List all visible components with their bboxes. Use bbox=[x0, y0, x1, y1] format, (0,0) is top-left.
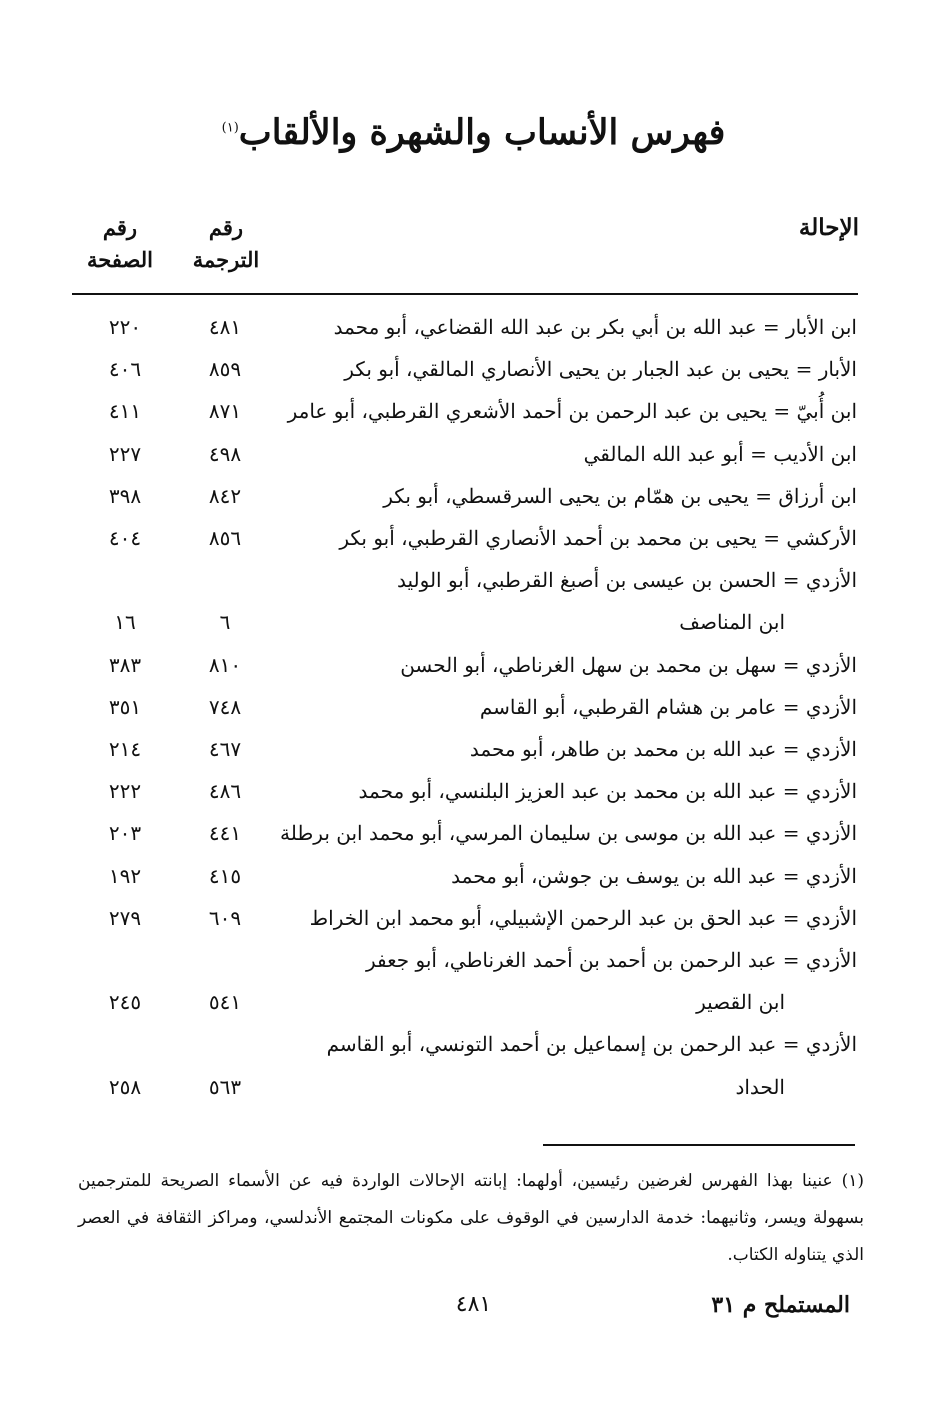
page-title: فهرس الأنساب والشهرة والألقاب$^{(١)}$ bbox=[221, 112, 726, 153]
page-number-cell: ٤١١ bbox=[108, 399, 142, 424]
page-number-cell: ٢٤٥ bbox=[108, 990, 142, 1015]
table-row bbox=[0, 601, 947, 643]
tarjama-number: ٦٠٩ bbox=[208, 905, 242, 930]
title-footnote-marker: (١) bbox=[221, 120, 239, 136]
reference-text: ابن القصير bbox=[696, 990, 785, 1015]
page-number-cell: ٢٧٩ bbox=[108, 905, 142, 930]
reference-text: الأزدي = سهل بن محمد بن سهل الغرناطي، أبو الحسن bbox=[400, 652, 857, 677]
table-row bbox=[0, 812, 947, 854]
reference-text: الأزدي = عبد الله بن موسى بن سليمان المرسي، أبو محمد ابن برطلة bbox=[280, 821, 857, 846]
table-row bbox=[0, 686, 947, 728]
page-number-cell: ٢٢٠ bbox=[108, 315, 142, 339]
reference-text: الأبار = يحيى بن عبد الجبار بن يحيى الأنصاري المالقي، أبو بكر bbox=[344, 357, 857, 382]
table-row bbox=[0, 559, 947, 601]
tarjama-number: ٤٨١ bbox=[208, 315, 242, 339]
page-number-cell: ٢٢٢ bbox=[108, 779, 142, 804]
table-row bbox=[0, 390, 947, 432]
reference-text: ابن الأبار = عبد الله بن أبي بكر بن عبد الله القضاعي، أبو محمد bbox=[333, 315, 857, 339]
reference-text: الأزدي = الحسن بن عيسى بن أصبغ القرطبي، أبو الوليد bbox=[396, 568, 857, 593]
reference-text: ابن الأديب = أبو عبد الله المالقي bbox=[583, 441, 857, 466]
footnote: (١) عنينا بهذا الفهرس لغرضين رئيسين، أولهما: إبانته الإحالات الواردة فيه عن الأسماء الصريحة للمترجمين بسهولة ويسر، وثانيهما: خدمة الدارسين في الوقوف على مكونات المجتمع الأندلسي، ومراكز الثقافة في العصر الذي يتناوله الكتاب. bbox=[78, 1171, 864, 1265]
tarjama-number: ٨٧١ bbox=[208, 399, 242, 424]
page-number-cell: ١٦ bbox=[114, 610, 136, 635]
tarjama-number: ٤٦٧ bbox=[208, 737, 242, 761]
table-row bbox=[0, 1066, 947, 1108]
reference-text: الأزدي = عبد الله بن محمد بن عبد العزيز البلنسي، أبو محمد bbox=[358, 779, 857, 804]
page-number-cell: ٤٠٤ bbox=[108, 526, 142, 550]
tarjama-number: ٤٨٦ bbox=[208, 779, 242, 804]
reference-text: الأزدي = عبد الله بن يوسف بن جوشن، أبو محمد bbox=[451, 863, 857, 888]
table-row bbox=[0, 981, 947, 1023]
table-row bbox=[0, 306, 947, 348]
page-number-cell: ٢١٤ bbox=[108, 737, 142, 761]
reference-text: الأزدي = عبد الرحمن بن إسماعيل بن أحمد التونسي، أبو القاسم bbox=[326, 1032, 857, 1057]
tarjama-number: ٥٤١ bbox=[208, 990, 242, 1015]
page-number-cell: ٣٨٣ bbox=[108, 652, 142, 677]
header-tarjama-number: رقم الترجمة bbox=[192, 215, 260, 272]
page-number-cell: ٢٢٧ bbox=[108, 441, 142, 466]
table-row bbox=[0, 644, 947, 686]
tarjama-number: ٨٥٦ bbox=[208, 526, 242, 550]
header-page-number: رقم الصفحة bbox=[87, 215, 153, 272]
reference-text: الأزدي = عامر بن هشام القرطبي، أبو القاسم bbox=[479, 694, 857, 719]
page-number-cell: ٤٠٦ bbox=[108, 357, 142, 382]
tarjama-number: ٦ bbox=[219, 610, 231, 635]
footnote-divider bbox=[543, 1144, 855, 1146]
reference-text: ابن المناصف bbox=[679, 610, 785, 635]
table-row bbox=[0, 348, 947, 390]
page-number-cell: ٣٩٨ bbox=[108, 483, 142, 508]
table-row bbox=[0, 728, 947, 770]
page-number-cell: ١٩٢ bbox=[108, 863, 142, 888]
tarjama-number: ٨٥٩ bbox=[208, 357, 242, 382]
table-row bbox=[0, 897, 947, 939]
tarjama-number: ٥٦٣ bbox=[208, 1074, 242, 1099]
table-row bbox=[0, 855, 947, 897]
table-row bbox=[0, 517, 947, 559]
header-reference: الإحالة bbox=[798, 214, 859, 241]
reference-text: الأزدي = عبد الحق بن عبد الرحمن الإشبيلي، أبو محمد ابن الخراط bbox=[309, 905, 857, 930]
table-row bbox=[0, 939, 947, 981]
page-number: ٤٨١ bbox=[455, 1292, 492, 1317]
tarjama-number: ٤١٥ bbox=[208, 863, 242, 888]
reference-text: الأزدي = عبد الله بن محمد بن طاهر، أبو محمد bbox=[469, 737, 857, 761]
tarjama-number: ٧٤٨ bbox=[208, 694, 242, 719]
table-row bbox=[0, 770, 947, 812]
book-marker: المستملح م ٣١ bbox=[711, 1292, 850, 1318]
page-number-cell: ٢٥٨ bbox=[108, 1074, 142, 1099]
tarjama-number: ٨٤٢ bbox=[208, 483, 242, 508]
page-number-cell: ٢٠٣ bbox=[108, 821, 142, 846]
reference-text: الأزدي = عبد الرحمن بن أحمد بن أحمد الغرناطي، أبو جعفر bbox=[365, 948, 857, 972]
tarjama-number: ٨١٠ bbox=[208, 652, 242, 677]
header-divider bbox=[72, 293, 858, 295]
reference-text: ابن أُبيّ = يحيى بن عبد الرحمن بن أحمد الأشعري القرطبي، أبو عامر bbox=[287, 399, 857, 424]
reference-text: الأركشي = يحيى بن محمد بن أحمد الأنصاري القرطبي، أبو بكر bbox=[339, 526, 857, 550]
reference-text: الحداد bbox=[735, 1074, 785, 1099]
page-number-cell: ٣٥١ bbox=[108, 694, 142, 719]
tarjama-number: ٤٤١ bbox=[208, 821, 242, 846]
table-row bbox=[0, 475, 947, 517]
table-row bbox=[0, 433, 947, 475]
table-row bbox=[0, 1023, 947, 1065]
reference-text: ابن أرزاق = يحيى بن همّام بن يحيى السرقسطي، أبو بكر bbox=[383, 483, 857, 508]
tarjama-number: ٤٩٨ bbox=[208, 441, 242, 466]
